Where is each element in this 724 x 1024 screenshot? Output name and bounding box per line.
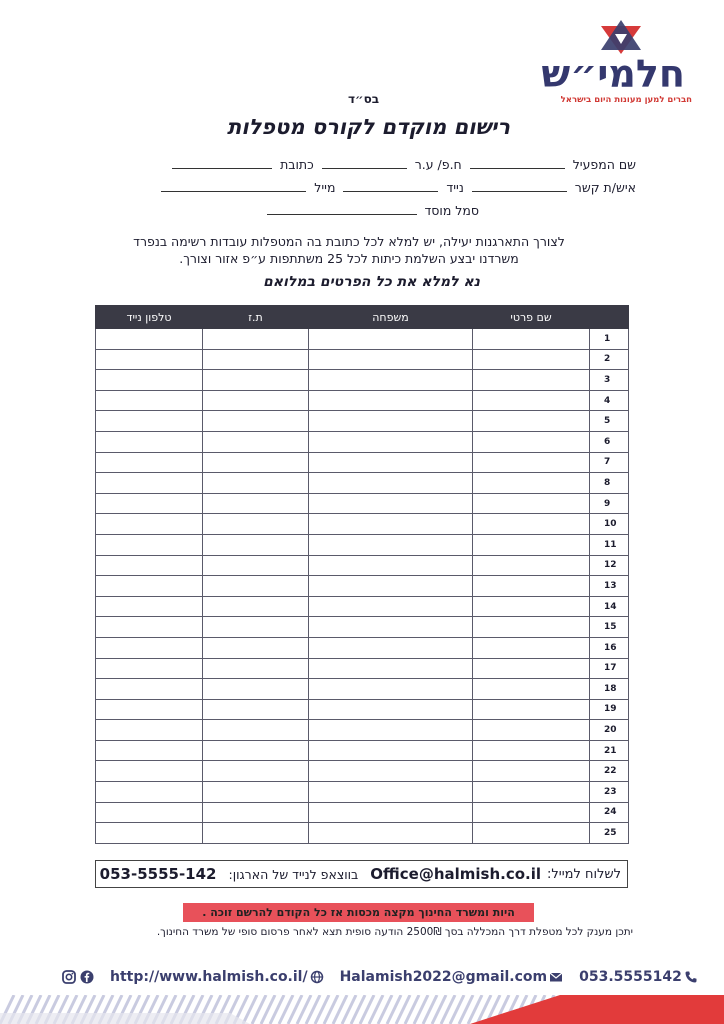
form-line-2 — [157, 179, 636, 195]
id-cell[interactable] — [203, 658, 309, 679]
table-row — [96, 555, 629, 576]
footer-email[interactable] — [340, 969, 566, 985]
mobile-cell[interactable] — [96, 596, 203, 617]
note-line-2: משרדנו יבצע השלמת כיתות לכל 25 משתתפות ע״פ אזור וצורך. — [179, 251, 519, 266]
id-cell[interactable] — [203, 740, 309, 761]
last-name-cell[interactable] — [309, 576, 473, 597]
row-number: 17 — [590, 658, 629, 679]
company-id-field[interactable] — [322, 156, 407, 169]
mobile-cell[interactable] — [96, 761, 203, 782]
address-label: כתובת — [280, 157, 314, 172]
row-number: 7 — [590, 452, 629, 473]
table-row — [96, 679, 629, 700]
footer-website[interactable] — [110, 969, 326, 985]
social-icons — [60, 970, 96, 984]
mobile-cell[interactable] — [96, 576, 203, 597]
id-cell[interactable] — [203, 596, 309, 617]
mobile-cell[interactable] — [96, 782, 203, 803]
id-cell[interactable] — [203, 329, 309, 350]
table-header-row — [96, 306, 629, 329]
first-name-cell[interactable] — [473, 637, 590, 658]
page-title: רישום מוקדם לקורס מטפלות — [227, 115, 510, 139]
col-header-last-name: משפחה — [309, 306, 473, 329]
table-row — [96, 431, 629, 452]
institution-field[interactable] — [267, 202, 417, 215]
first-name-cell[interactable] — [473, 390, 590, 411]
last-name-cell[interactable] — [309, 658, 473, 679]
first-name-cell[interactable] — [473, 576, 590, 597]
mobile-cell[interactable] — [96, 679, 203, 700]
id-cell[interactable] — [203, 534, 309, 555]
col-header-id: ת.ז — [203, 306, 309, 329]
mobile-cell[interactable] — [96, 493, 203, 514]
last-name-cell[interactable] — [309, 761, 473, 782]
table-row — [96, 740, 629, 761]
col-header-number — [590, 306, 629, 329]
last-name-cell[interactable] — [309, 802, 473, 823]
id-cell[interactable] — [203, 823, 309, 844]
id-cell[interactable] — [203, 349, 309, 370]
first-name-cell[interactable] — [473, 514, 590, 535]
mobile-cell[interactable] — [96, 329, 203, 350]
email-label: מייל — [314, 180, 336, 195]
globe-icon — [310, 970, 324, 984]
row-number: 16 — [590, 637, 629, 658]
priority-alert: היות ומשרד החינוך מקצה מכסות אז כל הקודם להרשם זוכה . — [183, 903, 534, 922]
first-name-cell[interactable] — [473, 782, 590, 803]
table-row — [96, 720, 629, 741]
logo-tagline: חברים למען מעונות היום בישראל — [560, 95, 692, 105]
last-name-cell[interactable] — [309, 679, 473, 700]
last-name-cell[interactable] — [309, 431, 473, 452]
table-row — [96, 699, 629, 720]
mobile-cell[interactable] — [96, 452, 203, 473]
mobile-cell[interactable] — [96, 740, 203, 761]
row-number: 10 — [590, 514, 629, 535]
last-name-cell[interactable] — [309, 329, 473, 350]
row-number: 21 — [590, 740, 629, 761]
id-cell[interactable] — [203, 493, 309, 514]
id-cell[interactable] — [203, 514, 309, 535]
first-name-cell[interactable] — [473, 617, 590, 638]
last-name-cell[interactable] — [309, 596, 473, 617]
footer-email-text: Halamish2022@gmail.com — [339, 969, 548, 985]
table-row — [96, 452, 629, 473]
row-number: 11 — [590, 534, 629, 555]
last-name-cell[interactable] — [309, 699, 473, 720]
table-row — [96, 802, 629, 823]
row-number: 8 — [590, 473, 629, 494]
row-number: 14 — [590, 596, 629, 617]
row-number: 3 — [590, 370, 629, 391]
first-name-cell[interactable] — [473, 802, 590, 823]
col-header-mobile: טלפון נייד — [96, 306, 203, 329]
first-name-cell[interactable] — [473, 658, 590, 679]
first-name-cell[interactable] — [473, 493, 590, 514]
row-number: 18 — [590, 679, 629, 700]
row-number: 6 — [590, 431, 629, 452]
table-row — [96, 473, 629, 494]
last-name-cell[interactable] — [309, 370, 473, 391]
first-name-cell[interactable] — [473, 679, 590, 700]
table-row — [96, 493, 629, 514]
row-number: 9 — [590, 493, 629, 514]
mobile-cell[interactable] — [96, 720, 203, 741]
row-number: 20 — [590, 720, 629, 741]
envelope-icon — [549, 970, 563, 984]
last-name-cell[interactable] — [309, 411, 473, 432]
row-number: 23 — [590, 782, 629, 803]
mobile-cell[interactable] — [96, 473, 203, 494]
logo-text: חלמי״ש — [541, 52, 685, 96]
mobile-cell[interactable] — [96, 617, 203, 638]
contact-field[interactable] — [472, 179, 567, 192]
id-cell[interactable] — [203, 761, 309, 782]
mobile-cell[interactable] — [96, 823, 203, 844]
id-cell[interactable] — [203, 411, 309, 432]
last-name-cell[interactable] — [309, 637, 473, 658]
form-line-3 — [263, 202, 480, 218]
contact-box — [95, 860, 628, 888]
logo-mark-icon — [597, 20, 645, 56]
last-name-cell[interactable] — [309, 555, 473, 576]
col-header-first-name: שם פרטי — [473, 306, 590, 329]
id-cell[interactable] — [203, 473, 309, 494]
id-cell[interactable] — [203, 576, 309, 597]
note-line-1: לצורך התארגנות יעילה, יש למלא לכל כתובת בה המטפלות עובדות רשימה בנפרד — [133, 234, 565, 249]
mobile-cell[interactable] — [96, 802, 203, 823]
row-number: 5 — [590, 411, 629, 432]
last-name-cell[interactable] — [309, 349, 473, 370]
first-name-cell[interactable] — [473, 699, 590, 720]
first-name-cell[interactable] — [473, 740, 590, 761]
mobile-cell[interactable] — [96, 699, 203, 720]
last-name-cell[interactable] — [309, 823, 473, 844]
first-name-cell[interactable] — [473, 596, 590, 617]
first-name-cell[interactable] — [473, 555, 590, 576]
mobile-cell[interactable] — [96, 370, 203, 391]
last-name-cell[interactable] — [309, 390, 473, 411]
operator-field[interactable] — [470, 156, 565, 169]
table-row — [96, 514, 629, 535]
mobile-field[interactable] — [343, 179, 438, 192]
id-cell[interactable] — [203, 699, 309, 720]
row-number: 24 — [590, 802, 629, 823]
contact-label: איש/ת קשר — [574, 180, 636, 195]
registration-table — [95, 305, 629, 844]
table-row — [96, 329, 629, 350]
institution-label: סמל מוסד — [424, 203, 479, 218]
company-id-label: ח.פ/ ע.ר — [414, 157, 462, 172]
row-number: 4 — [590, 390, 629, 411]
id-cell[interactable] — [203, 637, 309, 658]
last-name-cell[interactable] — [309, 514, 473, 535]
fill-all-heading: נא למלא את כל הפרטים במלואם — [263, 274, 480, 290]
first-name-cell[interactable] — [473, 329, 590, 350]
mobile-cell[interactable] — [96, 514, 203, 535]
mobile-label: נייד — [446, 180, 464, 195]
table-row — [96, 411, 629, 432]
whatsapp-label: בווצאפ לנייד של הארגון: — [228, 866, 359, 882]
table-row — [96, 823, 629, 844]
bsd-mark: בס״ד — [348, 92, 380, 106]
table-row — [96, 637, 629, 658]
row-number: 2 — [590, 349, 629, 370]
last-name-cell[interactable] — [309, 720, 473, 741]
facebook-icon[interactable] — [80, 970, 94, 984]
id-cell[interactable] — [203, 370, 309, 391]
mobile-cell[interactable] — [96, 555, 203, 576]
contact-email[interactable]: Office@halmish.co.il — [370, 865, 542, 883]
table-row — [96, 390, 629, 411]
first-name-cell[interactable] — [473, 823, 590, 844]
table-row — [96, 576, 629, 597]
form-line-1 — [168, 156, 636, 172]
table-row — [96, 617, 629, 638]
website-text: http://www.halmish.co.il/ — [110, 969, 308, 985]
mobile-cell[interactable] — [96, 431, 203, 452]
first-name-cell[interactable] — [473, 349, 590, 370]
first-name-cell[interactable] — [473, 370, 590, 391]
decorative-stripe — [0, 995, 724, 1024]
last-name-cell[interactable] — [309, 534, 473, 555]
footer — [60, 966, 682, 988]
first-name-cell[interactable] — [473, 452, 590, 473]
email-field[interactable] — [161, 179, 306, 192]
table-row — [96, 761, 629, 782]
table-row — [96, 596, 629, 617]
footer-phone[interactable] — [579, 969, 700, 985]
first-name-cell[interactable] — [473, 411, 590, 432]
operator-label: שם המפעיל — [572, 157, 636, 172]
contact-phone[interactable]: 053-5555-142 — [99, 865, 217, 883]
mobile-cell[interactable] — [96, 390, 203, 411]
first-name-cell[interactable] — [473, 534, 590, 555]
mobile-cell[interactable] — [96, 349, 203, 370]
id-cell[interactable] — [203, 555, 309, 576]
row-number: 19 — [590, 699, 629, 720]
last-name-cell[interactable] — [309, 473, 473, 494]
footer-phone-text: 053.5555142 — [579, 969, 682, 985]
last-name-cell[interactable] — [309, 617, 473, 638]
table-row — [96, 370, 629, 391]
first-name-cell[interactable] — [473, 431, 590, 452]
row-number: 15 — [590, 617, 629, 638]
row-number: 25 — [590, 823, 629, 844]
instagram-icon[interactable] — [62, 970, 76, 984]
fine-print: יתכן מענק לכל מטפלת דרך המכללה בסך 2500₪ הודעה סופית תצא לאחר פרסום סופי של משרד החינוך. — [156, 926, 633, 938]
row-number: 22 — [590, 761, 629, 782]
table-row — [96, 349, 629, 370]
row-number: 1 — [590, 329, 629, 350]
id-cell[interactable] — [203, 720, 309, 741]
table-row — [96, 782, 629, 803]
id-cell[interactable] — [203, 802, 309, 823]
row-number: 12 — [590, 555, 629, 576]
first-name-cell[interactable] — [473, 761, 590, 782]
grey-band — [0, 1013, 250, 1024]
last-name-cell[interactable] — [309, 740, 473, 761]
phone-icon — [684, 970, 698, 984]
first-name-cell[interactable] — [473, 720, 590, 741]
id-cell[interactable] — [203, 782, 309, 803]
last-name-cell[interactable] — [309, 493, 473, 514]
mobile-cell[interactable] — [96, 658, 203, 679]
id-cell[interactable] — [203, 617, 309, 638]
id-cell[interactable] — [203, 452, 309, 473]
address-field[interactable] — [172, 156, 272, 169]
first-name-cell[interactable] — [473, 473, 590, 494]
mobile-cell[interactable] — [96, 411, 203, 432]
row-number: 13 — [590, 576, 629, 597]
table-row — [96, 534, 629, 555]
table-row — [96, 658, 629, 679]
id-cell[interactable] — [203, 390, 309, 411]
last-name-cell[interactable] — [309, 782, 473, 803]
mobile-cell[interactable] — [96, 534, 203, 555]
send-label: לשלוח למייל: — [547, 866, 621, 882]
last-name-cell[interactable] — [309, 452, 473, 473]
id-cell[interactable] — [203, 431, 309, 452]
mobile-cell[interactable] — [96, 637, 203, 658]
id-cell[interactable] — [203, 679, 309, 700]
